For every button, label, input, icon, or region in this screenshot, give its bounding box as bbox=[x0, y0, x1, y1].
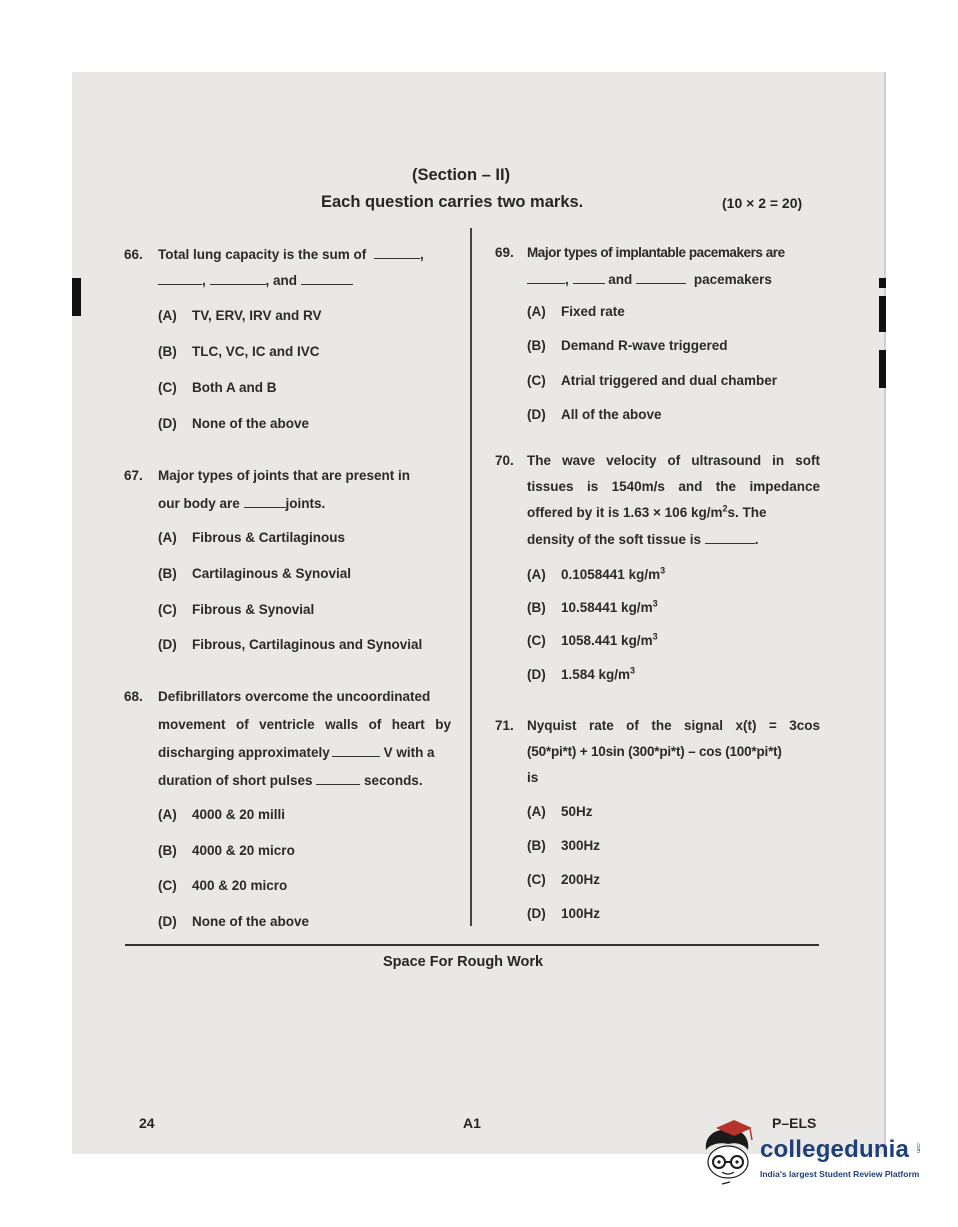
q69-option-a[interactable] bbox=[527, 304, 625, 319]
q68-number: 68. bbox=[124, 689, 143, 704]
q67-option-a[interactable] bbox=[158, 530, 345, 545]
q66-option-c-text: Both A and B bbox=[192, 380, 277, 395]
q66-blank-4 bbox=[301, 272, 353, 285]
q69-option-c-text: Atrial triggered and dual chamber bbox=[561, 373, 778, 388]
q69-line-1 bbox=[495, 245, 785, 260]
q67-line-2 bbox=[158, 495, 325, 511]
q70-option-c-text: 1058.441 kg/m bbox=[561, 633, 653, 648]
q67-line-1 bbox=[124, 468, 410, 483]
q71-text-1: Nyquist rate of the signal x(t) = 3cos bbox=[527, 718, 820, 733]
q71-option-d-label: (D) bbox=[527, 906, 546, 921]
q70-text-2: tissues is 1540m/s and the impedance bbox=[527, 479, 820, 494]
q69-blank-2 bbox=[573, 271, 605, 284]
q68-text-4a: duration of short pulses bbox=[158, 773, 313, 788]
q67-text-1: Major types of joints that are present in bbox=[158, 468, 411, 483]
q70-option-b-text: 10.58441 kg/m bbox=[561, 600, 653, 615]
q68-option-a-label: (A) bbox=[158, 807, 177, 822]
q69-number: 69. bbox=[495, 245, 514, 260]
q71-option-c-label: (C) bbox=[527, 872, 546, 887]
q70-line-3 bbox=[527, 505, 767, 520]
q68-option-d[interactable] bbox=[158, 914, 309, 929]
q67-text-2a: our body are bbox=[158, 496, 240, 511]
q67-option-a-label: (A) bbox=[158, 530, 177, 545]
q71-option-a[interactable] bbox=[527, 804, 593, 819]
registration-mark-right-3 bbox=[879, 350, 886, 388]
q66-option-c[interactable] bbox=[158, 380, 277, 395]
q67-option-b-text: Cartilaginous & Synovial bbox=[192, 566, 352, 581]
q70-line-1 bbox=[495, 453, 820, 468]
paper-edge bbox=[884, 72, 886, 1154]
q70-text-4b: . bbox=[754, 532, 759, 547]
q69-option-b-text: Demand R-wave triggered bbox=[561, 338, 728, 353]
q66-option-b[interactable] bbox=[158, 344, 320, 359]
section-title: (Section – II) bbox=[412, 166, 511, 184]
section-marks: (10 × 2 = 20) bbox=[722, 195, 803, 211]
q67-blank bbox=[244, 495, 286, 508]
q68-line-4 bbox=[158, 772, 423, 788]
q68-line-2 bbox=[158, 717, 451, 732]
q71-option-d[interactable] bbox=[527, 906, 600, 921]
q67-text-2b: joints. bbox=[285, 496, 326, 511]
q71-text-2: (50*pi*t) + 10sin (300*pi*t) – cos (100*pi*t) bbox=[527, 744, 782, 759]
q66-option-d[interactable] bbox=[158, 416, 309, 431]
registration-mark-left bbox=[72, 278, 81, 316]
q67-number: 67. bbox=[124, 468, 143, 483]
paper-series: P–ELS bbox=[772, 1115, 817, 1131]
q69-comma: , bbox=[565, 272, 569, 287]
q68-option-a[interactable] bbox=[158, 807, 285, 822]
q69-blank-1 bbox=[527, 271, 565, 284]
q68-option-b[interactable] bbox=[158, 843, 295, 858]
q68-option-d-text: None of the above bbox=[192, 914, 310, 929]
q69-option-a-text: Fixed rate bbox=[561, 304, 625, 319]
q70-option-d-sup: 3 bbox=[630, 665, 636, 676]
booklet-code: A1 bbox=[463, 1115, 481, 1131]
q67-option-d-text: Fibrous, Cartilaginous and Synovial bbox=[192, 637, 423, 652]
q71-option-b-label: (B) bbox=[527, 838, 546, 853]
logo-tagline: India's largest Student Review Platform bbox=[760, 1169, 920, 1179]
q66-option-a-text: TV, ERV, IRV and RV bbox=[192, 308, 322, 323]
q70-text-3-sup: 2 bbox=[722, 503, 728, 514]
q68-option-d-label: (D) bbox=[158, 914, 177, 929]
collegedunia-logo[interactable] bbox=[700, 1120, 930, 1190]
q71-option-d-text: 100Hz bbox=[561, 906, 601, 921]
registration-mark-right-1 bbox=[879, 278, 886, 288]
q70-text-3b: s. The bbox=[727, 505, 767, 520]
logo-name: collegedunia bbox=[760, 1136, 910, 1163]
q66-blank-3 bbox=[210, 272, 266, 285]
rough-work-label: Space For Rough Work bbox=[383, 954, 544, 970]
page-number: 24 bbox=[139, 1115, 155, 1131]
q69-and: and bbox=[608, 272, 633, 287]
q70-option-b-sup: 3 bbox=[652, 598, 658, 609]
q66-sep-2: , and bbox=[265, 273, 298, 288]
q70-text-3a: offered by it is 1.63 × 106 kg/m bbox=[527, 505, 723, 520]
q68-blank-1 bbox=[332, 744, 380, 757]
q70-text-4a: density of the soft tissue is bbox=[527, 532, 702, 547]
q66-option-b-label: (B) bbox=[158, 344, 177, 359]
q68-option-b-text: 4000 & 20 micro bbox=[192, 843, 295, 858]
q69-line-2 bbox=[527, 271, 772, 287]
q70-option-a-sup: 3 bbox=[660, 565, 666, 576]
q67-option-c[interactable] bbox=[158, 602, 314, 617]
q70-option-c[interactable] bbox=[527, 633, 658, 648]
q69-blank-3 bbox=[636, 271, 686, 284]
q66-option-d-label: (D) bbox=[158, 416, 177, 431]
q66-line-1 bbox=[124, 246, 424, 262]
q66-text-1: Total lung capacity is the sum of bbox=[158, 247, 367, 262]
q71-text-3: is bbox=[527, 770, 539, 785]
q67-option-b[interactable] bbox=[158, 566, 351, 581]
q70-number: 70. bbox=[495, 453, 514, 468]
q66-option-a[interactable] bbox=[158, 308, 322, 323]
q70-option-a[interactable] bbox=[527, 567, 665, 582]
q71-option-b-text: 300Hz bbox=[561, 838, 601, 853]
q69-option-c[interactable] bbox=[527, 373, 777, 388]
registration-mark-right-2 bbox=[879, 296, 886, 332]
q69-option-b-label: (B) bbox=[527, 338, 546, 353]
q69-option-a-label: (A) bbox=[527, 304, 546, 319]
horizontal-rule bbox=[125, 944, 819, 946]
q68-option-c[interactable] bbox=[158, 878, 287, 893]
q70-option-b[interactable] bbox=[527, 600, 658, 615]
q67-option-a-text: Fibrous & Cartilaginous bbox=[192, 530, 346, 545]
q69-option-d[interactable] bbox=[527, 407, 662, 422]
q70-option-c-label: (C) bbox=[527, 633, 546, 648]
q71-number: 71. bbox=[495, 718, 514, 733]
column-divider bbox=[470, 228, 472, 926]
q68-text-2: movement of ventricle walls of heart by bbox=[158, 717, 451, 732]
q69-text-1: Major types of implantable pacemakers are bbox=[527, 245, 785, 260]
q71-line-1 bbox=[495, 718, 820, 733]
q70-option-d[interactable] bbox=[527, 667, 635, 682]
q70-blank bbox=[705, 531, 755, 544]
q71-option-b[interactable] bbox=[527, 838, 600, 853]
q68-option-c-label: (C) bbox=[158, 878, 177, 893]
q68-option-a-text: 4000 & 20 milli bbox=[192, 807, 286, 822]
q66-sep-1: , bbox=[202, 273, 206, 288]
graduate-mascot-icon bbox=[700, 1120, 756, 1186]
q70-option-d-text: 1.584 kg/m bbox=[561, 667, 631, 682]
q67-option-b-label: (B) bbox=[158, 566, 177, 581]
q66-option-d-text: None of the above bbox=[192, 416, 310, 431]
q68-text-4b: seconds. bbox=[364, 773, 423, 788]
q70-option-a-label: (A) bbox=[527, 567, 546, 582]
q66-option-a-label: (A) bbox=[158, 308, 177, 323]
q67-option-d-label: (D) bbox=[158, 637, 177, 652]
q71-option-a-label: (A) bbox=[527, 804, 546, 819]
q66-comma: , bbox=[420, 247, 424, 262]
q71-option-a-text: 50Hz bbox=[561, 804, 593, 819]
q68-option-b-label: (B) bbox=[158, 843, 177, 858]
q66-blank-1 bbox=[374, 246, 420, 259]
q68-text-1: Defibrillators overcome the uncoordinated bbox=[158, 689, 431, 704]
q68-text-3b: V with a bbox=[383, 745, 435, 760]
q69-option-b[interactable] bbox=[527, 338, 728, 353]
q70-line-4 bbox=[527, 531, 759, 547]
q70-line-2 bbox=[527, 479, 820, 494]
q71-line-2 bbox=[527, 744, 782, 759]
q68-line-3 bbox=[158, 744, 435, 760]
q69-option-d-label: (D) bbox=[527, 407, 546, 422]
q66-option-b-text: TLC, VC, IC and IVC bbox=[192, 344, 320, 359]
section-subtitle: Each question carries two marks. bbox=[321, 193, 584, 211]
q70-option-d-label: (D) bbox=[527, 667, 546, 682]
q66-number: 66. bbox=[124, 247, 143, 262]
q68-option-c-text: 400 & 20 micro bbox=[192, 878, 288, 893]
q67-option-c-label: (C) bbox=[158, 602, 177, 617]
q67-option-c-text: Fibrous & Synovial bbox=[192, 602, 315, 617]
q71-option-c-text: 200Hz bbox=[561, 872, 601, 887]
q66-line-2 bbox=[158, 272, 353, 288]
q69-pacemakers: pacemakers bbox=[693, 272, 772, 287]
q66-option-c-label: (C) bbox=[158, 380, 177, 395]
q70-option-a-text: 0.1058441 kg/m bbox=[561, 567, 661, 582]
q69-option-c-label: (C) bbox=[527, 373, 546, 388]
q68-line-1 bbox=[124, 689, 430, 704]
q68-blank-2 bbox=[316, 772, 360, 785]
q70-option-c-sup: 3 bbox=[652, 631, 658, 642]
q70-option-b-label: (B) bbox=[527, 600, 546, 615]
q69-option-d-text: All of the above bbox=[561, 407, 662, 422]
logo-domain: .com bbox=[915, 1142, 921, 1153]
q71-line-3 bbox=[527, 770, 538, 785]
q66-blank-2 bbox=[158, 272, 202, 285]
q68-text-3a: discharging approximately bbox=[158, 745, 330, 760]
q67-option-d[interactable] bbox=[158, 637, 422, 652]
q71-option-c[interactable] bbox=[527, 872, 600, 887]
q70-text-1: The wave velocity of ultrasound in soft bbox=[527, 453, 820, 468]
